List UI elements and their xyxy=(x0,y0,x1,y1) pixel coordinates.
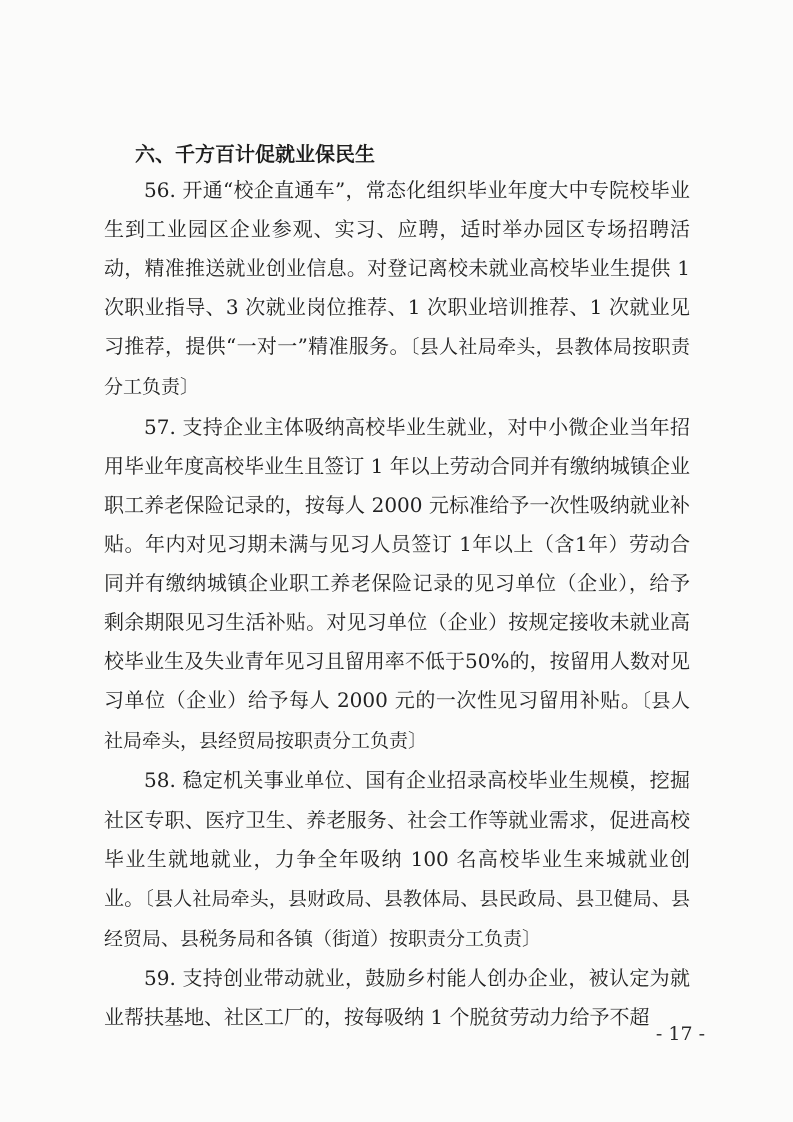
paragraph-text: 57. 支持企业主体吸纳高校毕业生就业，对中小微企业当年招用毕业年度高校毕业生且签订 1 年以上劳动合同并有缴纳城镇企业职工养老保险记录的，按每人 2000 元标准给予一次性吸纳就业补贴。年内对见习期未满与见习人员签订 1年以上（含1年）劳动合同并有缴纳城镇企业职工养老保险记录的见习单位（企业），给予剩余期限见习生活补贴。对见习单位（企业）按规定接收未就业高校毕业生及失业青年见习且留用率不低于50%的，按留用人数对见习单位（企业）给予每人 2000 元的一次性见习留用补贴。 xyxy=(104,414,690,713)
paragraph-59 xyxy=(104,959,690,1038)
paragraph-58 xyxy=(104,761,690,958)
paragraph-text: 58. 稳定机关事业单位、国有企业招录高校毕业生规模，挖掘社区专职、医疗卫生、养老服务、社会工作等就业需求，促进高校毕业生就地就业，力争全年吸纳 100 名高校毕业生来城就业创业。 xyxy=(104,768,690,910)
body-text xyxy=(104,171,690,1038)
paragraph-57 xyxy=(104,408,690,762)
responsibility-note: 〔县人社局牵头，县财政局、县教体局、县民政局、县卫健局、县经贸局、县税务局和各镇（街道）按职责分工负责〕 xyxy=(104,887,690,950)
section-heading: 六、千方百计促就业保民生 xyxy=(135,142,375,166)
page-number: - 17 - xyxy=(655,1023,705,1045)
responsibility-note: 〔县人社局牵头，县经贸局按职责分工负责〕 xyxy=(104,690,690,753)
paragraph-56 xyxy=(104,171,690,408)
responsibility-note: 〔县人社局牵头，县教体局按职责分工负责〕 xyxy=(104,336,690,399)
paragraph-text: 56. 开通“校企直通车”，常态化组织毕业年度大中专院校毕业生到工业园区企业参观、实习、应聘，适时举办园区专场招聘活动，精准推送就业创业信息。对登记离校未就业高校毕业生提供 1 次职业指导、3 次就业岗位推荐、1 次职业培训推荐、1 次就业见习推荐，提供“一对一”精准服务。 xyxy=(104,178,690,359)
paragraph-text: 59. 支持创业带动就业，鼓励乡村能人创办企业，被认定为就业帮扶基地、社区工厂的，按每吸纳 1 个脱贫劳动力给予不超 xyxy=(104,965,690,1029)
